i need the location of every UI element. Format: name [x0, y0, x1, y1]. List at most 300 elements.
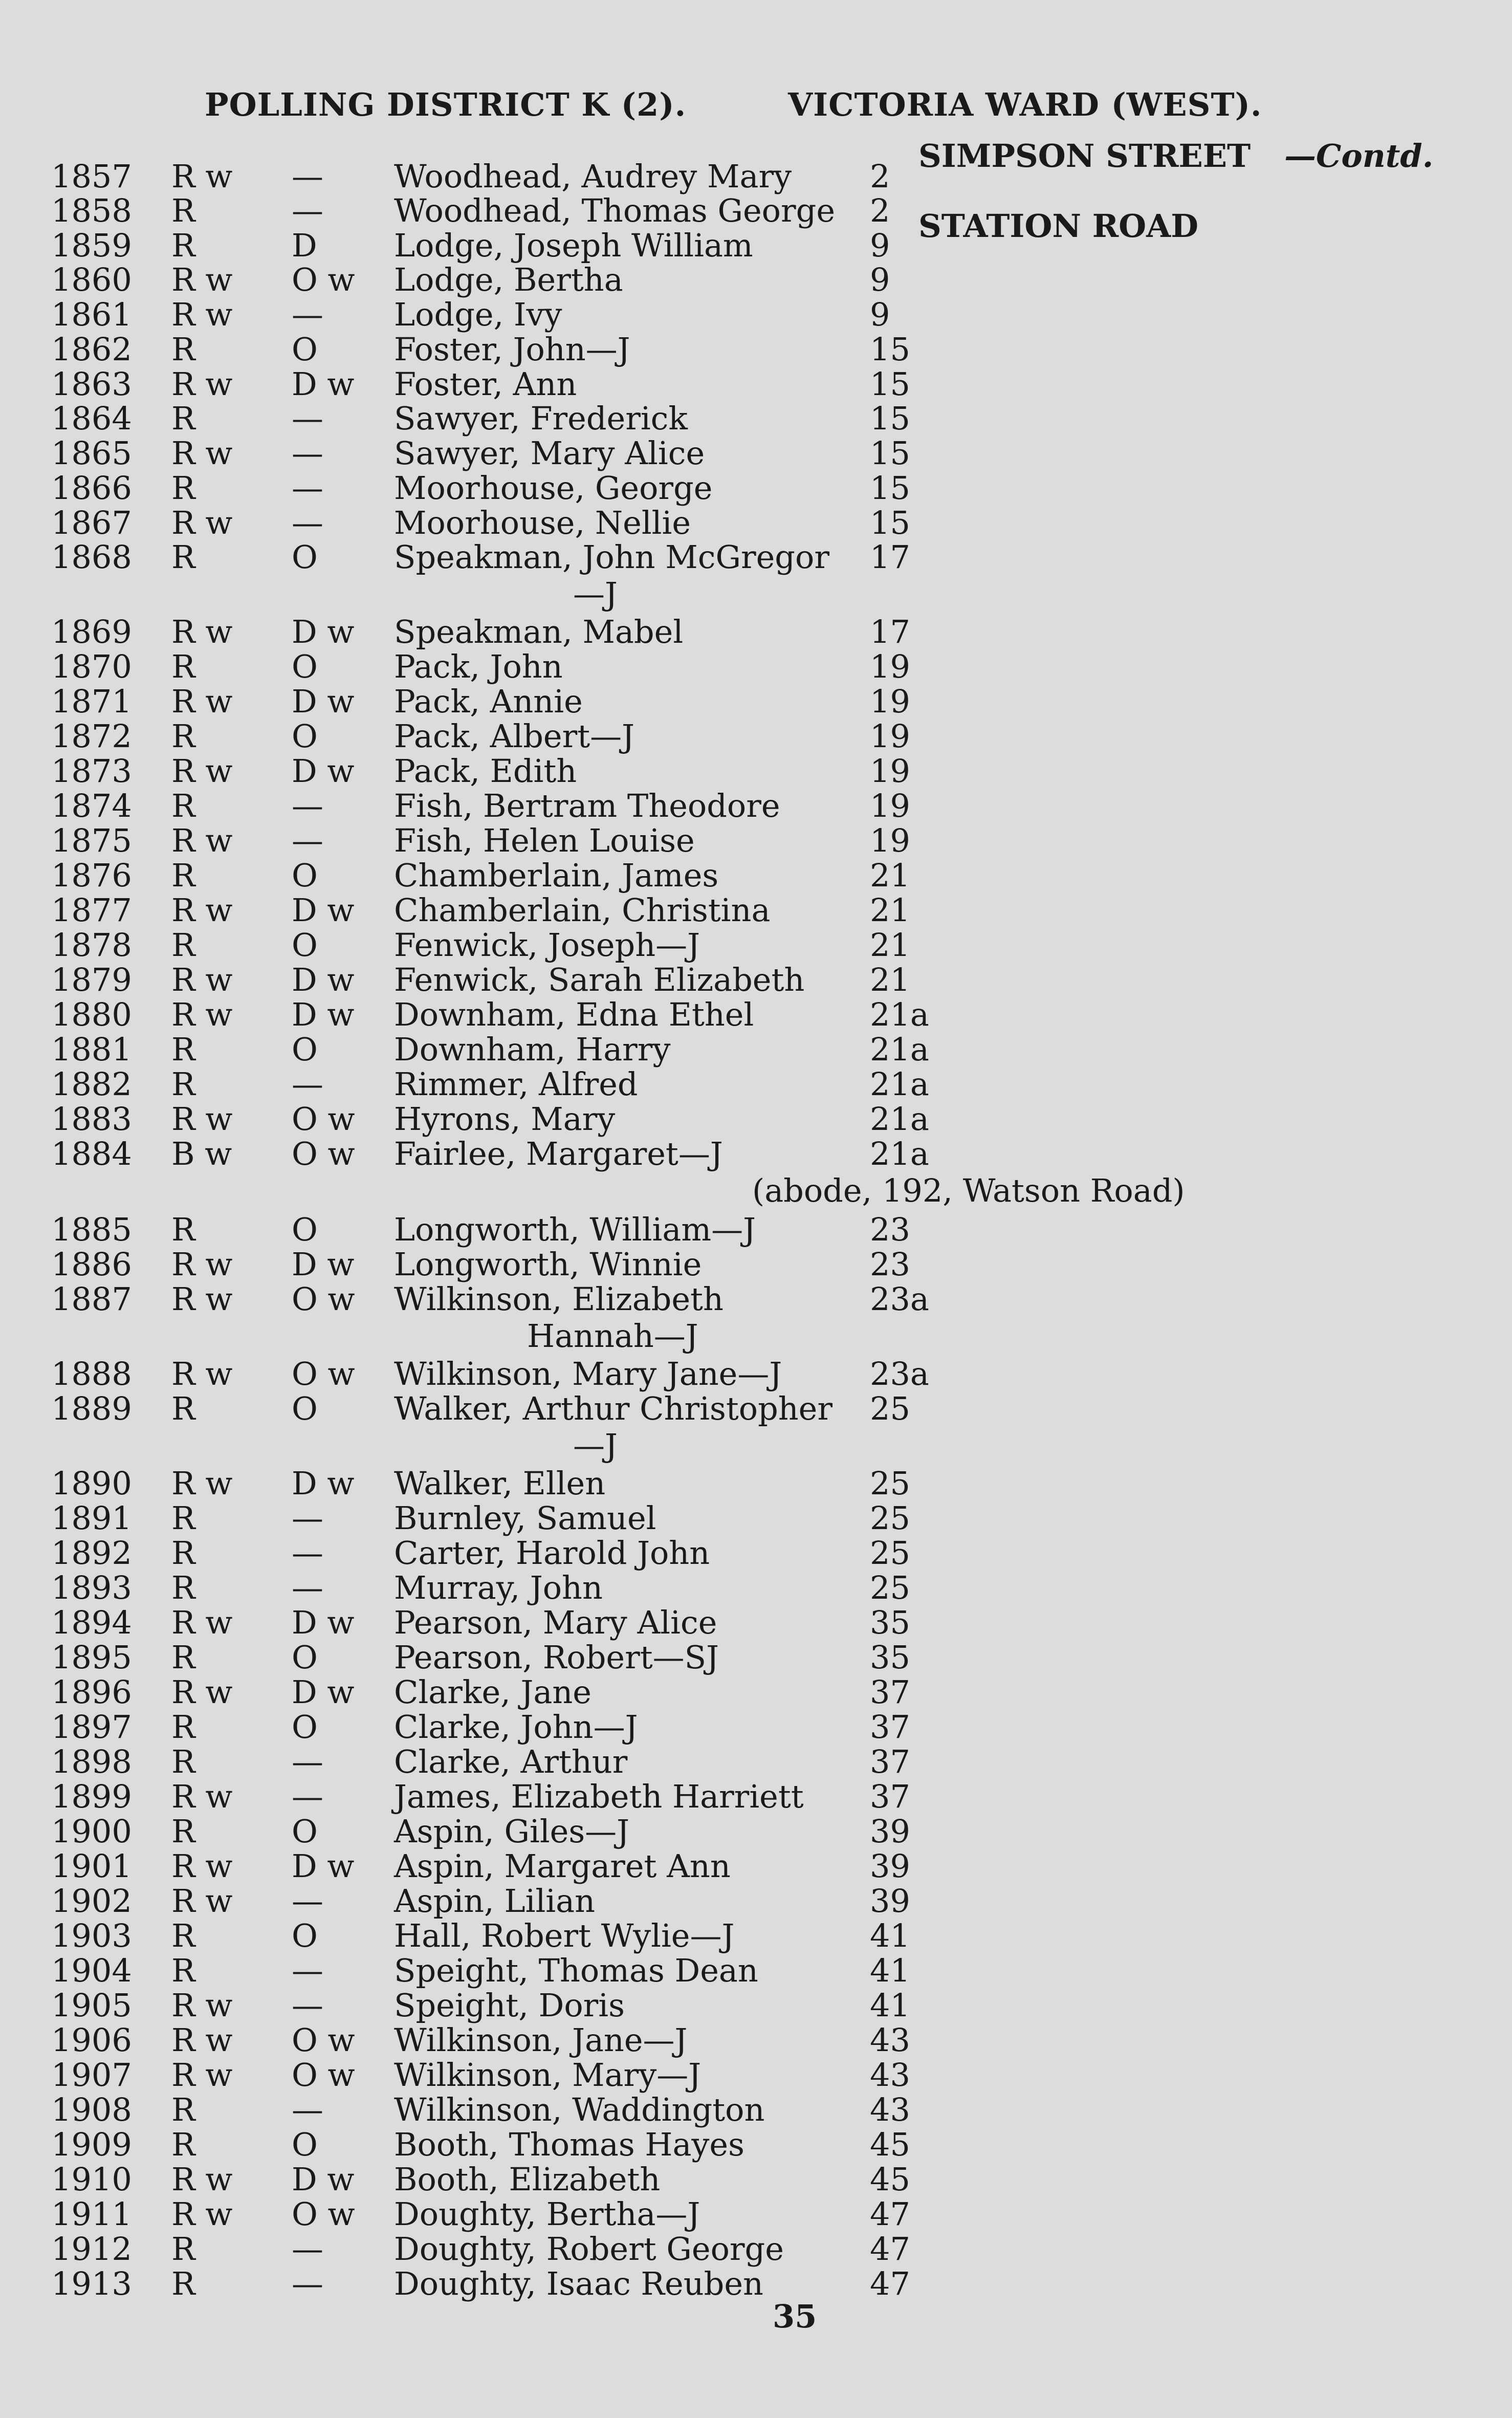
qualification-code: R	[171, 1031, 195, 1068]
elector-name: Clarke, Arthur	[394, 1743, 628, 1780]
elector-number: 1881	[51, 1031, 132, 1068]
house-number: 9	[870, 296, 890, 333]
elector-name: Pack, Annie	[394, 683, 583, 720]
elector-name: Aspin, Giles—J	[394, 1813, 630, 1850]
house-number: 39	[870, 1882, 910, 1920]
elector-name: Fish, Bertram Theodore	[394, 787, 780, 824]
ward-heading: VICTORIA WARD (WEST).	[788, 86, 1262, 123]
house-number: 19	[870, 822, 910, 859]
elector-number: 1892	[51, 1534, 132, 1572]
secondary-qualification: O w	[292, 2056, 355, 2094]
secondary-qualification: —	[292, 2091, 323, 2128]
qualification-code: R	[171, 717, 195, 755]
qualification-code: R w	[171, 1778, 233, 1815]
secondary-qualification: —	[292, 1952, 323, 1989]
secondary-qualification: O w	[292, 1280, 355, 1318]
house-number: 15	[870, 469, 910, 507]
elector-number: 1874	[51, 787, 132, 824]
elector-name: Speight, Thomas Dean	[394, 1952, 758, 1989]
secondary-qualification: —	[292, 469, 323, 507]
qualification-code: R w	[171, 613, 233, 650]
secondary-qualification: O w	[292, 1135, 355, 1172]
qualification-code: R w	[171, 1673, 233, 1711]
qualification-code: R w	[171, 1465, 233, 1502]
house-number: 21	[870, 926, 910, 964]
elector-name: Wilkinson, Elizabeth	[394, 1280, 724, 1318]
qualification-code: R w	[171, 1280, 233, 1318]
elector-name: Lodge, Joseph William	[394, 227, 753, 264]
qualification-code: R	[171, 787, 195, 824]
secondary-qualification: O w	[292, 261, 355, 298]
qualification-code: R	[171, 1390, 195, 1427]
secondary-qualification: —	[292, 400, 323, 437]
qualification-code: R w	[171, 683, 233, 720]
secondary-qualification: O	[292, 331, 318, 368]
secondary-qualification: O w	[292, 1100, 355, 1138]
house-number: 41	[870, 1987, 910, 2024]
house-number: 25	[870, 1465, 910, 1502]
elector-name: Chamberlain, Christina	[394, 891, 771, 929]
secondary-qualification: —	[292, 1569, 323, 1606]
elector-number: 1895	[51, 1639, 132, 1676]
qualification-code: R w	[171, 891, 233, 929]
table-row	[0, 787, 1512, 824]
secondary-qualification: —	[292, 1534, 323, 1572]
secondary-qualification: —	[292, 1778, 323, 1815]
elector-number: 1877	[51, 891, 132, 929]
elector-number: 1865	[51, 434, 132, 472]
name-continuation: —J	[573, 1427, 618, 1464]
house-number: 23a	[870, 1280, 929, 1318]
secondary-qualification: —	[292, 434, 323, 472]
qualification-code: R	[171, 1639, 195, 1676]
elector-name: Longworth, William—J	[394, 1211, 756, 1248]
table-row	[0, 1100, 1512, 1137]
elector-number: 1885	[51, 1211, 132, 1248]
house-number: 41	[870, 1917, 910, 1954]
table-row	[0, 2195, 1512, 2232]
table-row	[0, 717, 1512, 754]
table-row	[0, 2161, 1512, 2197]
elector-name: Moorhouse, George	[394, 469, 713, 507]
elector-name: Downham, Edna Ethel	[394, 996, 754, 1033]
secondary-qualification: D w	[292, 891, 355, 929]
house-number: 37	[870, 1778, 910, 1815]
elector-number: 1889	[51, 1390, 132, 1427]
elector-name: Burnley, Samuel	[394, 1499, 656, 1537]
qualification-code: R	[171, 2265, 195, 2302]
house-number: 15	[870, 400, 910, 437]
elector-number: 1858	[51, 192, 132, 229]
elector-name: Downham, Harry	[394, 1031, 671, 1068]
table-row	[0, 752, 1512, 789]
table-row	[0, 1987, 1512, 2023]
elector-number: 1910	[51, 2161, 132, 2198]
table-row	[0, 1917, 1512, 1954]
elector-name: Pearson, Mary Alice	[394, 1604, 717, 1641]
house-number: 17	[870, 538, 910, 576]
elector-name: Clarke, Jane	[394, 1673, 591, 1711]
elector-name: Woodhead, Audrey Mary	[394, 158, 792, 195]
elector-number: 1857	[51, 158, 132, 195]
elector-number: 1862	[51, 331, 132, 368]
elector-number: 1902	[51, 1882, 132, 1920]
qualification-code: R w	[171, 752, 233, 790]
elector-number: 1891	[51, 1499, 132, 1537]
elector-number: 1906	[51, 2021, 132, 2059]
secondary-qualification: —	[292, 1065, 323, 1103]
elector-name: Pearson, Robert—SJ	[394, 1639, 719, 1676]
secondary-qualification: —	[292, 158, 323, 195]
secondary-qualification: O w	[292, 2021, 355, 2059]
elector-name: Hyrons, Mary	[394, 1100, 616, 1138]
table-row	[0, 296, 1512, 333]
table-row	[0, 227, 1512, 264]
elector-number: 1866	[51, 469, 132, 507]
name-continuation: —J	[573, 575, 618, 613]
elector-number: 1912	[51, 2230, 132, 2268]
secondary-qualification: O	[292, 1917, 318, 1954]
table-row	[0, 1743, 1512, 1780]
house-number: 23	[870, 1211, 910, 1248]
qualification-code: R	[171, 1708, 195, 1746]
secondary-qualification: —	[292, 2265, 323, 2302]
qualification-code: R	[171, 857, 195, 894]
elector-number: 1893	[51, 1569, 132, 1606]
house-number: 37	[870, 1743, 910, 1780]
table-row	[0, 857, 1512, 894]
table-row	[0, 1135, 1512, 1172]
elector-number: 1887	[51, 1280, 132, 1318]
house-number: 21a	[870, 996, 929, 1033]
qualification-code: R w	[171, 261, 233, 298]
elector-name: Clarke, John—J	[394, 1708, 638, 1746]
house-number: 39	[870, 1813, 910, 1850]
table-row	[0, 365, 1512, 402]
elector-name: Aspin, Margaret Ann	[394, 1847, 731, 1885]
house-number: 15	[870, 504, 910, 541]
elector-name: Woodhead, Thomas George	[394, 192, 836, 229]
qualification-code: R	[171, 227, 195, 264]
secondary-qualification: D w	[292, 752, 355, 790]
qualification-code: R	[171, 2091, 195, 2128]
qualification-code: R w	[171, 961, 233, 998]
table-row	[0, 400, 1512, 437]
secondary-qualification: D w	[292, 683, 355, 720]
elector-name: Moorhouse, Nellie	[394, 504, 691, 541]
elector-number: 1876	[51, 857, 132, 894]
elector-number: 1903	[51, 1917, 132, 1954]
qualification-code: R	[171, 1813, 195, 1850]
table-row	[0, 331, 1512, 367]
secondary-qualification: D w	[292, 365, 355, 403]
elector-name: Speakman, John McGregor	[394, 538, 829, 576]
elector-number: 1898	[51, 1743, 132, 1780]
house-number: 23	[870, 1246, 910, 1283]
house-number: 21	[870, 891, 910, 929]
qualification-code: R	[171, 1065, 195, 1103]
table-row	[0, 1355, 1512, 1392]
qualification-code: R w	[171, 1355, 233, 1392]
elector-number: 1863	[51, 365, 132, 403]
qualification-code: R	[171, 1743, 195, 1780]
secondary-qualification: O	[292, 926, 318, 964]
table-row	[0, 1847, 1512, 1884]
house-number: 2	[870, 192, 890, 229]
house-number: 21	[870, 961, 910, 998]
table-row	[0, 1390, 1512, 1427]
elector-name: Walker, Arthur Christopher	[394, 1390, 833, 1427]
table-row	[0, 961, 1512, 998]
qualification-code: R w	[171, 1987, 233, 2024]
table-row	[0, 996, 1512, 1033]
table-row	[0, 891, 1512, 928]
qualification-code: R	[171, 1499, 195, 1537]
qualification-code: R	[171, 2230, 195, 2268]
qualification-code: R	[171, 400, 195, 437]
elector-name: Fenwick, Sarah Elizabeth	[394, 961, 805, 998]
elector-name: Fenwick, Joseph—J	[394, 926, 700, 964]
elector-number: 1860	[51, 261, 132, 298]
elector-number: 1888	[51, 1355, 132, 1392]
elector-number: 1879	[51, 961, 132, 998]
elector-name: Aspin, Lilian	[394, 1882, 596, 1920]
secondary-qualification: O	[292, 2126, 318, 2163]
qualification-code: R	[171, 1534, 195, 1572]
qualification-code: R w	[171, 1100, 233, 1138]
qualification-code: R	[171, 1211, 195, 1248]
qualification-code: R w	[171, 1604, 233, 1641]
secondary-qualification: D	[292, 227, 317, 264]
table-row	[0, 2230, 1512, 2267]
house-number: 21	[870, 857, 910, 894]
elector-number: 1886	[51, 1246, 132, 1283]
elector-number: 1870	[51, 648, 132, 685]
table-row	[0, 2021, 1512, 2058]
house-number: 15	[870, 365, 910, 403]
secondary-qualification: —	[292, 787, 323, 824]
elector-number: 1882	[51, 1065, 132, 1103]
elector-number: 1871	[51, 683, 132, 720]
elector-name: Foster, Ann	[394, 365, 577, 403]
secondary-qualification: —	[292, 1499, 323, 1537]
house-number: 15	[870, 434, 910, 472]
table-row	[0, 1569, 1512, 1606]
elector-name: Pack, Edith	[394, 752, 577, 790]
secondary-qualification: —	[292, 822, 323, 859]
house-number: 25	[870, 1569, 910, 1606]
qualification-code: R w	[171, 1847, 233, 1885]
qualification-code: R w	[171, 504, 233, 541]
elector-name: Wilkinson, Mary—J	[394, 2056, 702, 2094]
house-number: 43	[870, 2091, 910, 2128]
elector-name: James, Elizabeth Harriett	[394, 1778, 804, 1815]
elector-name: Pack, John	[394, 648, 563, 685]
elector-name: Lodge, Bertha	[394, 261, 623, 298]
elector-number: 1900	[51, 1813, 132, 1850]
elector-number: 1911	[51, 2195, 132, 2233]
house-number: 43	[870, 2056, 910, 2094]
street-name-simpson: SIMPSON STREET	[918, 137, 1251, 175]
qualification-code: R	[171, 469, 195, 507]
secondary-qualification: —	[292, 1882, 323, 1920]
house-number: 19	[870, 717, 910, 755]
table-row	[0, 2265, 1512, 2302]
secondary-qualification: D w	[292, 961, 355, 998]
table-row	[0, 1534, 1512, 1571]
house-number: 21a	[870, 1065, 929, 1103]
elector-name: Speight, Doris	[394, 1987, 625, 2024]
table-row	[0, 1065, 1512, 1102]
elector-number: 1897	[51, 1708, 132, 1746]
table-row	[0, 648, 1512, 685]
secondary-qualification: —	[292, 2230, 323, 2268]
elector-number: 1904	[51, 1952, 132, 1989]
house-number: 15	[870, 331, 910, 368]
elector-number: 1907	[51, 2056, 132, 2094]
secondary-qualification: D w	[292, 613, 355, 650]
table-row	[0, 1882, 1512, 1919]
elector-number: 1875	[51, 822, 132, 859]
house-number: 25	[870, 1390, 910, 1427]
house-number: 35	[870, 1604, 910, 1641]
house-number: 9	[870, 261, 890, 298]
elector-name: Fish, Helen Louise	[394, 822, 695, 859]
house-number: 37	[870, 1708, 910, 1746]
secondary-qualification: —	[292, 192, 323, 229]
secondary-qualification: —	[292, 504, 323, 541]
qualification-code: R	[171, 192, 195, 229]
table-row	[0, 1465, 1512, 1501]
house-number: 21a	[870, 1135, 929, 1172]
elector-number: 1861	[51, 296, 132, 333]
table-row	[0, 1031, 1512, 1068]
house-number: 9	[870, 227, 890, 264]
table-row	[0, 469, 1512, 506]
elector-number: 1884	[51, 1135, 132, 1172]
elector-number: 1890	[51, 1465, 132, 1502]
table-row	[0, 1604, 1512, 1641]
page-number: 35	[773, 2298, 817, 2335]
qualification-code: R w	[171, 996, 233, 1033]
elector-number: 1880	[51, 996, 132, 1033]
qualification-code: R w	[171, 2056, 233, 2094]
table-row	[0, 822, 1512, 859]
house-number: 25	[870, 1534, 910, 1572]
qualification-code: R w	[171, 296, 233, 333]
secondary-qualification: D w	[292, 1847, 355, 1885]
elector-name: Foster, John—J	[394, 331, 630, 368]
elector-number: 1896	[51, 1673, 132, 1711]
elector-name: Wilkinson, Waddington	[394, 2091, 765, 2128]
elector-name: Lodge, Ivy	[394, 296, 562, 333]
table-row	[0, 2091, 1512, 2128]
house-number: 47	[870, 2230, 910, 2268]
qualification-code: R w	[171, 365, 233, 403]
elector-number: 1859	[51, 227, 132, 264]
table-row	[0, 926, 1512, 963]
house-number: 35	[870, 1639, 910, 1676]
secondary-qualification: O w	[292, 1355, 355, 1392]
elector-name: Pack, Albert—J	[394, 717, 634, 755]
elector-name: Fairlee, Margaret—J	[394, 1135, 723, 1172]
elector-number: 1864	[51, 400, 132, 437]
elector-number: 1913	[51, 2265, 132, 2302]
elector-name: Wilkinson, Jane—J	[394, 2021, 688, 2059]
qualification-code: R w	[171, 2195, 233, 2233]
qualification-code: B w	[171, 1135, 232, 1172]
secondary-qualification: O	[292, 717, 318, 755]
house-number: 21a	[870, 1031, 929, 1068]
elector-name: Hall, Robert Wylie—J	[394, 1917, 735, 1954]
house-number: 19	[870, 648, 910, 685]
house-number: 25	[870, 1499, 910, 1537]
elector-name: Booth, Elizabeth	[394, 2161, 661, 2198]
secondary-qualification: O	[292, 538, 318, 576]
house-number: 45	[870, 2161, 910, 2198]
table-row	[0, 1952, 1512, 1989]
secondary-qualification: O	[292, 648, 318, 685]
elector-number: 1908	[51, 2091, 132, 2128]
secondary-qualification: O	[292, 1031, 318, 1068]
table-row	[0, 613, 1512, 650]
table-row	[0, 1778, 1512, 1815]
secondary-qualification: O	[292, 1390, 318, 1427]
qualification-code: R w	[171, 1882, 233, 1920]
house-number: 37	[870, 1673, 910, 1711]
qualification-code: R	[171, 1917, 195, 1954]
abode-note: (abode, 192, Watson Road)	[752, 1172, 1185, 1209]
table-row	[0, 1246, 1512, 1282]
elector-name: Sawyer, Frederick	[394, 400, 688, 437]
elector-number: 1872	[51, 717, 132, 755]
elector-number: 1867	[51, 504, 132, 541]
house-number: 41	[870, 1952, 910, 1989]
qualification-code: R w	[171, 2161, 233, 2198]
elector-name: Doughty, Robert George	[394, 2230, 784, 2268]
house-number: 45	[870, 2126, 910, 2163]
secondary-qualification: D w	[292, 1465, 355, 1502]
elector-number: 1905	[51, 1987, 132, 2024]
elector-number: 1883	[51, 1100, 132, 1138]
qualification-code: R	[171, 331, 195, 368]
secondary-qualification: —	[292, 1743, 323, 1780]
qualification-code: R	[171, 648, 195, 685]
table-row	[0, 1499, 1512, 1536]
elector-number: 1878	[51, 926, 132, 964]
qualification-code: R w	[171, 434, 233, 472]
house-number: 19	[870, 683, 910, 720]
qualification-code: R w	[171, 2021, 233, 2059]
elector-name: Wilkinson, Mary Jane—J	[394, 1355, 782, 1392]
secondary-qualification: O	[292, 1813, 318, 1850]
elector-name: Doughty, Isaac Reuben	[394, 2265, 763, 2302]
house-number: 19	[870, 787, 910, 824]
street-name-station: STATION ROAD	[918, 207, 1199, 245]
secondary-qualification: D w	[292, 1246, 355, 1283]
table-row	[0, 1211, 1512, 1248]
house-number: 19	[870, 752, 910, 790]
elector-name: Rimmer, Alfred	[394, 1065, 638, 1103]
table-row	[0, 683, 1512, 720]
elector-number: 1869	[51, 613, 132, 650]
table-row	[0, 1280, 1512, 1317]
qualification-code: R w	[171, 1246, 233, 1283]
elector-number: 1873	[51, 752, 132, 790]
secondary-qualification: O	[292, 1708, 318, 1746]
elector-name: Speakman, Mabel	[394, 613, 684, 650]
name-continuation: Hannah—J	[527, 1317, 698, 1355]
